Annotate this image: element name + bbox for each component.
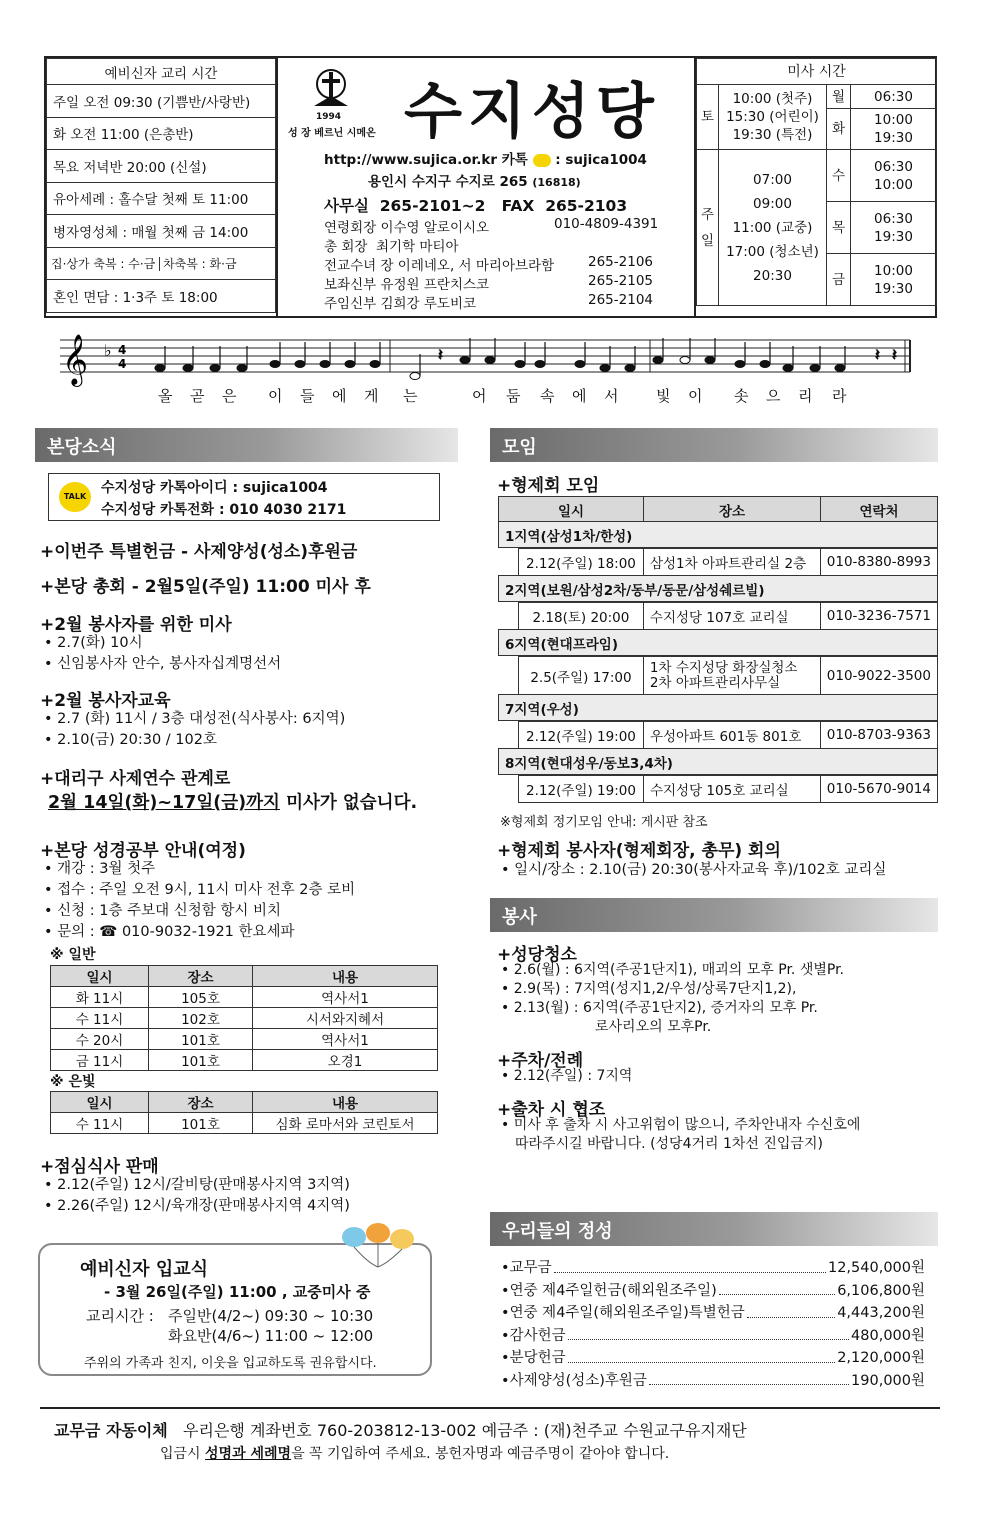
table-row: 2.12(주일) 19:00 수지성당 105호 교리실 010-5670-9014 — [518, 775, 938, 803]
note-icon — [515, 361, 525, 368]
lyric-syllable: 게 — [364, 387, 379, 405]
note-icon — [410, 373, 420, 380]
staff-row: 총 회장 최기학 마티아 — [324, 239, 459, 255]
music-staff — [60, 330, 915, 410]
general-assembly-heading: +본당 총회 - 2월5일(주일) 11:00 미사 후 — [40, 577, 371, 597]
region-row: 8지역(현대성우/동보3,4차) — [498, 748, 938, 775]
table-row: 2.18(토) 20:00 수지성당 107호 교리실 010-3236-7571 — [518, 602, 938, 630]
catechism-row: 유아세례 : 홀수달 첫째 토 11:00 — [47, 182, 276, 215]
lyric-syllable: 올 — [158, 387, 173, 405]
offering-item: • 분당헌금 2,120,000원 — [501, 1347, 925, 1370]
logo-caption: 성 장 베르닌 시메온 — [288, 128, 376, 139]
day-mon: 월 — [827, 85, 851, 109]
offering-item: • 사제양성(성소)후원금 190,000원 — [501, 1370, 925, 1393]
lyric-syllable: 곧 — [190, 387, 205, 405]
staff-row: 연령회장 이수영 알로이시오 — [324, 220, 490, 236]
note-icon — [680, 357, 690, 364]
mass-title: 미사 시간 — [697, 59, 937, 85]
lyric-syllable: 에 — [572, 387, 587, 405]
lyric-syllable: 서 — [604, 387, 619, 405]
lyric-syllable: 으 — [766, 387, 781, 405]
lyric-syllable: 빛 — [656, 387, 671, 405]
enrollment-time-label: 교리시간 : — [86, 1307, 154, 1325]
lyric-syllable: 이 — [688, 387, 703, 405]
meeting-section-bar: 모임 — [490, 428, 938, 462]
day-fri: 금 — [827, 254, 851, 306]
kakao-tel-line: 수지성당 카톡전화 : 010 4030 2171 — [101, 502, 347, 518]
footer-account: 교무금 자동이체 우리은행 계좌번호 760-203812-13-002 예금주 : (재)천주교 수원교구유지재단 — [54, 1421, 747, 1440]
enrollment-note: 주위의 가족과 친지, 이웃을 입교하도록 권유합시다. — [84, 1356, 377, 1371]
volunteer-edu-list: • 2.7 (화) 11시 / 3층 대성전(식사봉사: 6지역) • 2.10(금) 20:30 / 102호 — [44, 709, 345, 751]
enrollment-date: - 3월 26일(주일) 11:00 , 교중미사 중 — [104, 1283, 371, 1301]
note-icon — [735, 361, 745, 368]
office-line: 사무실 265-2101~2 FAX 265-2103 — [324, 197, 628, 215]
table-row: 2.5(주일) 17:00 1차 수지성당 화장실청소 2차 아파트관리사무실 010-9022-3500 — [518, 656, 938, 695]
note-icon — [535, 361, 545, 368]
silver-label: ※ 은빛 — [50, 1074, 96, 1090]
cleaning-heading: +성당청소 — [497, 945, 577, 965]
blessing-row: 집·상가 축복 : 수·금 차축복 : 화·금 — [47, 247, 276, 280]
general-label: ※ 일반 — [50, 947, 96, 963]
church-logo — [306, 66, 356, 114]
lunch-heading: +점심식사 판매 — [40, 1157, 159, 1177]
rest-icon: 𝄽 — [892, 345, 897, 364]
note-icon — [600, 365, 610, 372]
note-icon — [575, 361, 585, 368]
brotherhood-table: 일시 장소 연락처 — [498, 496, 938, 524]
offering-item: • 연중 제4주일(해외원조주일)특별헌금 4,443,200원 — [501, 1302, 925, 1325]
lyric-syllable: 둠 — [506, 387, 521, 405]
silver-class-table: 일시 장소 내용 수 11시 101호 심화 로마서와 코린토서 — [50, 1091, 438, 1134]
volunteer-mass-list: • 2.7(화) 10시 • 신임봉사자 안수, 봉사자십계명선서 — [44, 633, 281, 675]
footer-note: 입금시 성명과 세례명을 꼭 기입하여 주세요. 봉헌자명과 예금주명이 같아야 합니다. — [160, 1446, 670, 1462]
brotherhood-note: ※형제회 정기모임 안내: 게시판 참조 — [500, 815, 708, 830]
brotherhood-heading: +형제회 모임 — [497, 476, 600, 496]
catechism-row: 병자영성체 : 매월 첫째 금 14:00 — [47, 215, 276, 248]
catechism-title: 예비신자 교리 시간 — [47, 59, 276, 85]
enrollment-time1: 주일반(4/2~) 09:30 ~ 10:30 — [168, 1307, 374, 1325]
lunch-list: • 2.12(주일) 12시/갈비탕(판매봉사지역 3지역) • 2.26(주일) 12시/육개장(판매봉사지역 4지역) — [44, 1175, 350, 1217]
lyric-syllable: 은 — [222, 387, 237, 405]
note-icon — [210, 365, 220, 372]
logo-year: 1994 — [316, 112, 342, 122]
note-icon — [345, 361, 355, 368]
website-url[interactable]: http://www.sujica.or.kr — [324, 152, 498, 168]
note-icon — [835, 365, 845, 372]
table-row: 수 11시 102호 시서와지혜서 — [51, 1008, 438, 1029]
note-icon — [485, 357, 495, 364]
church-title: 수지성당 — [404, 77, 660, 147]
mass-table: 미사 시간 토 10:00 (첫주) 15:30 (어린이) 19:30 (특전) 월 06:30 화 10:00 19:30 주 일 07:00 09:00 11:00 (교중) 17:00 (청소년) 20:30 수 06:30 10:00 목 06:30 19:30 금 10:00 19:30 — [696, 58, 937, 306]
treble-clef-icon: 𝄞 — [62, 334, 89, 385]
rest-icon: 𝄽 — [438, 345, 443, 364]
day-wed: 수 — [827, 150, 851, 202]
cleaning-list: • 2.6(월) : 6지역(주공1단지1), 매괴의 모후 Pr. 샛별Pr. • 2.9(목) : 7지역(성지1,2/우성/상록7단지1,2), • 2.13(월) : 6지역(주공1단지2), 증거자의 모후 Pr. 로사리오의 모후Pr. — [501, 961, 844, 1037]
brotherhood-meeting-heading: +형제회 봉사자(형제회장, 총무) 회의 — [497, 841, 781, 861]
parking-info: • 2.12(주일) : 7지역 — [501, 1066, 632, 1087]
table-row: 2.12(주일) 19:00 우성아파트 601동 801호 010-8703-9363 — [518, 721, 938, 749]
table-row: 화 11시 105호 역사서1 — [51, 987, 438, 1008]
region-row: 7지역(우성) — [498, 694, 938, 721]
table-row: 금 11시 101호 오경1 — [51, 1050, 438, 1071]
region-row: 6지역(현대프라임) — [498, 629, 938, 656]
svg-text:♭: ♭ — [104, 341, 112, 360]
kakao-box — [48, 473, 440, 521]
lyric-syllable: 속 — [540, 387, 555, 405]
table-row: 수 11시 101호 심화 로마서와 코린토서 — [51, 1113, 438, 1134]
staff-row: 보좌신부 유정원 프란치스코 — [324, 277, 490, 293]
marriage-row: 혼인 면담 : 1·3주 토 18:00 — [47, 280, 276, 313]
enrollment-title: 예비신자 입교식 — [80, 1259, 208, 1280]
footer-rule — [40, 1407, 940, 1409]
enrollment-time2: 화요반(4/6~) 11:00 ~ 12:00 — [168, 1327, 374, 1345]
catechism-table — [46, 58, 276, 313]
offering-section-bar: 우리들의 정성 — [490, 1212, 938, 1246]
table-row: 2.12(주일) 18:00 삼성1차 아파트관리실 2층 010-8380-8993 — [518, 548, 938, 576]
note-icon — [653, 357, 663, 364]
rest-icon: 𝄽 — [875, 345, 880, 364]
exit-info: • 미사 후 출차 시 사고위험이 많으니, 주차안내자 수신호에 따라주시길 바랍니다. (성당4거리 1차선 진입금지) — [501, 1116, 860, 1154]
note-icon — [270, 361, 280, 368]
lyric-syllable: 어 — [472, 387, 487, 405]
note-icon — [237, 365, 247, 372]
kakao-id-line: 수지성당 카톡아이디 : sujica1004 — [101, 480, 328, 496]
day-tue: 화 — [827, 109, 851, 150]
brotherhood-meeting-info: • 일시/장소 : 2.10(금) 20:30(봉사자교육 후)/102호 교리실 — [501, 860, 886, 881]
bible-study-list: • 개강 : 3월 첫주 • 접수 : 주일 오전 9시, 11시 미사 전후 2층 로비 • 신청 : 1층 주보대 신청함 항시 비치 • 문의 : ☎ 010-9032-1921 한요세파 — [44, 859, 355, 943]
church-info — [278, 58, 694, 316]
catechism-row: 목요 저녁반 20:00 (신설) — [47, 150, 276, 183]
table-row: 수 20시 101호 역사서1 — [51, 1029, 438, 1050]
staff-row: 전교수녀 장 이레네오, 서 마리아브라함 — [324, 258, 555, 274]
lyric-syllable: 라 — [832, 387, 847, 405]
bible-study-heading: +본당 성경공부 안내(여정) — [40, 841, 246, 861]
no-mass-dates: 2월 14일(화)~17일(금)까지 미사가 없습니다. — [48, 793, 418, 813]
no-mass-heading: +대리구 사제연수 관계로 — [40, 769, 231, 789]
special-offering-heading: +이번주 특별헌금 - 사제양성(성소)후원금 — [40, 542, 358, 562]
note-icon — [705, 357, 715, 364]
offering-item: • 연중 제4주일헌금(해외원조주일) 6,106,800원 — [501, 1280, 925, 1303]
note-icon — [183, 365, 193, 372]
region-row: 1지역(삼성1차/한성) — [498, 521, 938, 548]
sun-label: 주 일 — [697, 150, 719, 306]
address-line: 용인시 수지구 수지로 265 (16818) — [368, 174, 581, 190]
sat-times: 10:00 (첫주) 15:30 (어린이) 19:30 (특전) — [719, 85, 827, 150]
region-row: 2지역(보원/삼성2차/동부/동문/삼성쉐르빌) — [498, 575, 938, 602]
note-icon — [810, 365, 820, 372]
note-icon — [320, 361, 330, 368]
enrollment-box — [38, 1243, 432, 1376]
staff-row: 주임신부 김희강 루도비코 — [324, 296, 477, 312]
staff-tel: 010-4809-4391 — [554, 216, 659, 232]
offering-item: • 교무금 12,540,000원 — [501, 1257, 925, 1280]
svg-text:4: 4 — [118, 357, 127, 371]
note-icon — [295, 361, 305, 368]
sat-label: 토 — [697, 85, 719, 150]
note-icon — [783, 365, 793, 372]
exit-heading: +출차 시 협조 — [497, 1100, 606, 1120]
volunteer-mass-heading: +2월 봉사자를 위한 미사 — [40, 615, 232, 635]
balloons-icon — [338, 1223, 428, 1271]
lyric-syllable: 들 — [300, 387, 315, 405]
kakao-icon — [533, 154, 551, 167]
parking-heading: +주차/전례 — [497, 1051, 584, 1071]
lyric-syllable: 이 — [268, 387, 283, 405]
staff-tel: 265-2104 — [588, 292, 653, 308]
lyric-syllable: 솟 — [734, 387, 749, 405]
website-line: http://www.sujica.or.kr 카톡 : sujica1004 — [324, 152, 647, 168]
note-icon — [625, 365, 635, 372]
catechism-row: 화 오전 11:00 (은총반) — [47, 117, 276, 150]
general-class-table: 일시 장소 내용 화 11시 105호 역사서1 수 11시 102호 시서와지혜서 수 20시 101호 역사서1 금 11시 101호 오경1 — [50, 965, 438, 1071]
sun-times: 07:00 09:00 11:00 (교중) 17:00 (청소년) 20:30 — [719, 150, 827, 306]
volunteer-edu-heading: +2월 봉사자교육 — [40, 691, 171, 711]
lyric-syllable: 는 — [403, 387, 418, 405]
staff-tel: 265-2106 — [588, 254, 653, 270]
staff-tel: 265-2105 — [588, 273, 653, 289]
catechism-row: 주일 오전 09:30 (기쁨반/사랑반) — [47, 85, 276, 118]
service-section-bar: 봉사 — [490, 898, 938, 932]
lyric-syllable: 리 — [798, 387, 813, 405]
lyric-syllable: 에 — [332, 387, 347, 405]
day-thu: 목 — [827, 202, 851, 254]
header-box — [44, 56, 937, 318]
note-icon — [370, 361, 380, 368]
offering-list — [501, 1257, 925, 1392]
note-icon — [760, 361, 770, 368]
svg-text:4: 4 — [118, 343, 127, 357]
note-icon — [460, 357, 470, 364]
offering-item: • 감사헌금 480,000원 — [501, 1325, 925, 1348]
kakao-talk-icon: TALK — [59, 482, 91, 512]
note-icon — [155, 365, 165, 372]
news-section-bar: 본당소식 — [35, 428, 458, 462]
